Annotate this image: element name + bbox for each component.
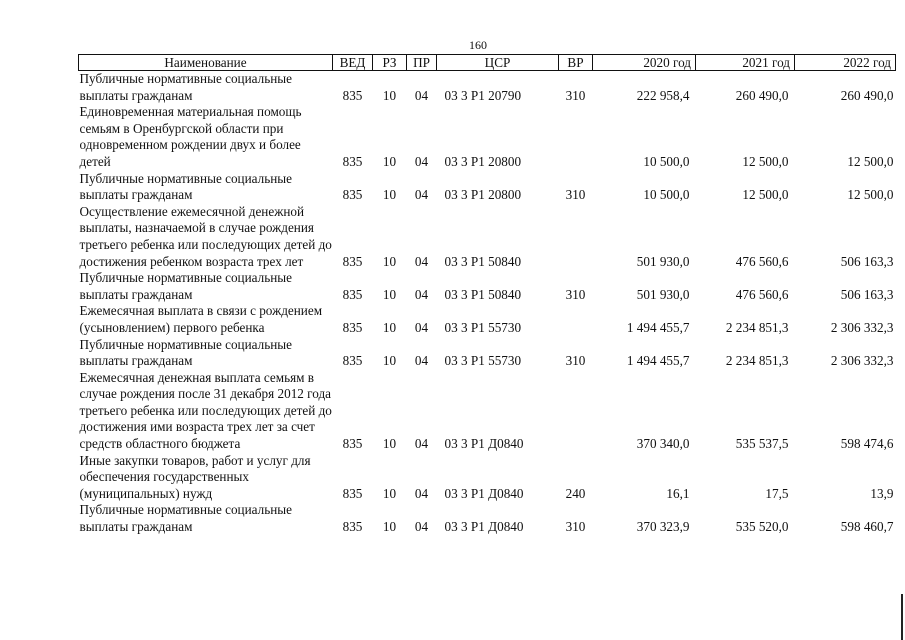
row-pr: 04 [414, 436, 429, 452]
row-csr: 03 3 Р1 50840 [444, 286, 522, 302]
table-row [79, 370, 896, 453]
header-2021: 2021 год [696, 55, 795, 71]
row-2021: 260 490,0 [735, 87, 789, 103]
table-row [79, 270, 896, 303]
row-vr [559, 104, 593, 170]
row-name: Публичные нормативные социальные выплаты гражданам [79, 270, 292, 302]
row-vr: 310 [565, 187, 586, 203]
header-ved: ВЕД [333, 55, 373, 71]
row-rz: 10 [382, 153, 397, 169]
row-name: Публичные нормативные социальные выплаты гражданам [79, 71, 292, 103]
row-csr: 03 3 Р1 55730 [444, 319, 522, 335]
row-pr: 04 [414, 286, 429, 302]
table-row [79, 204, 896, 270]
row-ved: 835 [342, 485, 363, 501]
row-2021: 535 520,0 [735, 519, 789, 535]
row-2022: 2 306 332,3 [830, 353, 894, 369]
row-2020: 1 494 455,7 [626, 353, 690, 369]
row-2020: 370 340,0 [636, 436, 690, 452]
row-pr: 04 [414, 187, 429, 203]
row-2020: 501 930,0 [636, 253, 690, 269]
row-2021: 2 234 851,3 [725, 319, 789, 335]
row-vr: 310 [565, 519, 586, 535]
row-name: Публичные нормативные социальные выплаты гражданам [79, 170, 292, 203]
header-csr: ЦСР [437, 55, 559, 71]
row-2022: 2 306 332,3 [830, 319, 894, 335]
row-csr: 03 3 Р1 55730 [444, 353, 522, 369]
row-vr: 310 [565, 286, 586, 302]
row-2021: 535 537,5 [735, 436, 789, 452]
row-csr: 03 3 Р1 20800 [444, 153, 522, 169]
row-csr: 03 3 Р1 Д0840 [444, 436, 524, 452]
row-rz: 10 [382, 187, 397, 203]
row-name: Единовременная материальная помощь семьям в Оренбургской области при одновременном рождении двух и более детей [79, 104, 302, 169]
row-pr: 04 [414, 353, 429, 369]
row-2021: 2 234 851,3 [725, 353, 789, 369]
row-ved: 835 [342, 286, 363, 302]
row-2020: 222 958,4 [636, 87, 690, 103]
header-2020: 2020 год [593, 55, 696, 71]
row-rz: 10 [382, 87, 397, 103]
table-row [79, 337, 896, 370]
header-rz: РЗ [373, 55, 407, 71]
row-name: Ежемесячная денежная выплата семьям в случае рождения после 31 декабря 2012 года третьего ребенка или последующих детей до достижения ими возраста трех лет за счет средств областного бюджета [79, 369, 332, 452]
row-pr: 04 [414, 153, 429, 169]
row-vr: 240 [565, 485, 586, 501]
row-2022: 506 163,3 [840, 286, 894, 302]
table-row [79, 104, 896, 170]
row-2022: 12 500,0 [847, 153, 894, 169]
margin-line [901, 594, 903, 640]
header-pr: ПР [407, 55, 437, 71]
row-ved: 835 [342, 187, 363, 203]
row-2021: 476 560,6 [735, 286, 789, 302]
row-rz: 10 [382, 253, 397, 269]
row-pr: 04 [414, 485, 429, 501]
row-2020: 1 494 455,7 [626, 319, 690, 335]
table-row [79, 71, 896, 105]
row-2021: 12 500,0 [742, 153, 789, 169]
row-vr [559, 204, 593, 270]
row-2021: 17,5 [765, 485, 789, 501]
row-name: Ежемесячная выплата в связи с рождением (усыновлением) первого ребенка [79, 303, 323, 335]
row-2022: 260 490,0 [840, 87, 894, 103]
row-2020: 10 500,0 [643, 153, 690, 169]
row-pr: 04 [414, 253, 429, 269]
row-pr: 04 [414, 519, 429, 535]
row-ved: 835 [342, 87, 363, 103]
row-pr: 04 [414, 319, 429, 335]
table-row [79, 303, 896, 336]
row-csr: 03 3 Р1 20800 [444, 187, 522, 203]
row-2022: 13,9 [870, 485, 894, 501]
row-vr [559, 370, 593, 453]
row-csr: 03 3 Р1 Д0840 [444, 519, 524, 535]
table-header-row [79, 55, 896, 71]
header-2022: 2022 год [795, 55, 896, 71]
row-vr: 310 [565, 353, 586, 369]
table-row [79, 502, 896, 535]
row-vr [559, 303, 593, 336]
table-row [79, 453, 896, 503]
row-2022: 598 474,6 [840, 436, 894, 452]
row-rz: 10 [382, 519, 397, 535]
row-ved: 835 [342, 353, 363, 369]
budget-table [78, 54, 896, 536]
row-ved: 835 [342, 153, 363, 169]
row-rz: 10 [382, 286, 397, 302]
row-ved: 835 [342, 319, 363, 335]
row-name: Публичные нормативные социальные выплаты гражданам [79, 336, 292, 369]
row-ved: 835 [342, 519, 363, 535]
page-number: 160 [469, 38, 487, 52]
row-2020: 16,1 [666, 485, 690, 501]
row-vr: 310 [565, 87, 586, 103]
row-2022: 12 500,0 [847, 187, 894, 203]
row-pr: 04 [414, 87, 429, 103]
row-name: Иные закупки товаров, работ и услуг для обеспечения государственных (муниципальных) нужд [79, 452, 311, 501]
row-2022: 598 460,7 [840, 519, 894, 535]
header-vr: ВР [559, 55, 593, 71]
header-name: Наименование [79, 55, 333, 71]
row-rz: 10 [382, 319, 397, 335]
row-ved: 835 [342, 253, 363, 269]
table-body [79, 71, 896, 536]
row-2020: 10 500,0 [643, 187, 690, 203]
row-2022: 506 163,3 [840, 253, 894, 269]
row-csr: 03 3 Р1 50840 [444, 253, 522, 269]
row-rz: 10 [382, 353, 397, 369]
row-2020: 370 323,9 [636, 519, 690, 535]
row-2020: 501 930,0 [636, 286, 690, 302]
row-csr: 03 3 Р1 Д0840 [444, 485, 524, 501]
row-2021: 12 500,0 [742, 187, 789, 203]
row-name: Осуществление ежемесячной денежной выплаты, назначаемой в случае рождения третьего ребенка или последующих детей до достижения ребенком возраста трех лет [79, 203, 332, 269]
row-name: Публичные нормативные социальные выплаты гражданам [79, 502, 292, 535]
row-rz: 10 [382, 436, 397, 452]
table-row [79, 171, 896, 204]
row-2021: 476 560,6 [735, 253, 789, 269]
row-ved: 835 [342, 436, 363, 452]
row-csr: 03 3 Р1 20790 [444, 87, 522, 103]
row-rz: 10 [382, 485, 397, 501]
